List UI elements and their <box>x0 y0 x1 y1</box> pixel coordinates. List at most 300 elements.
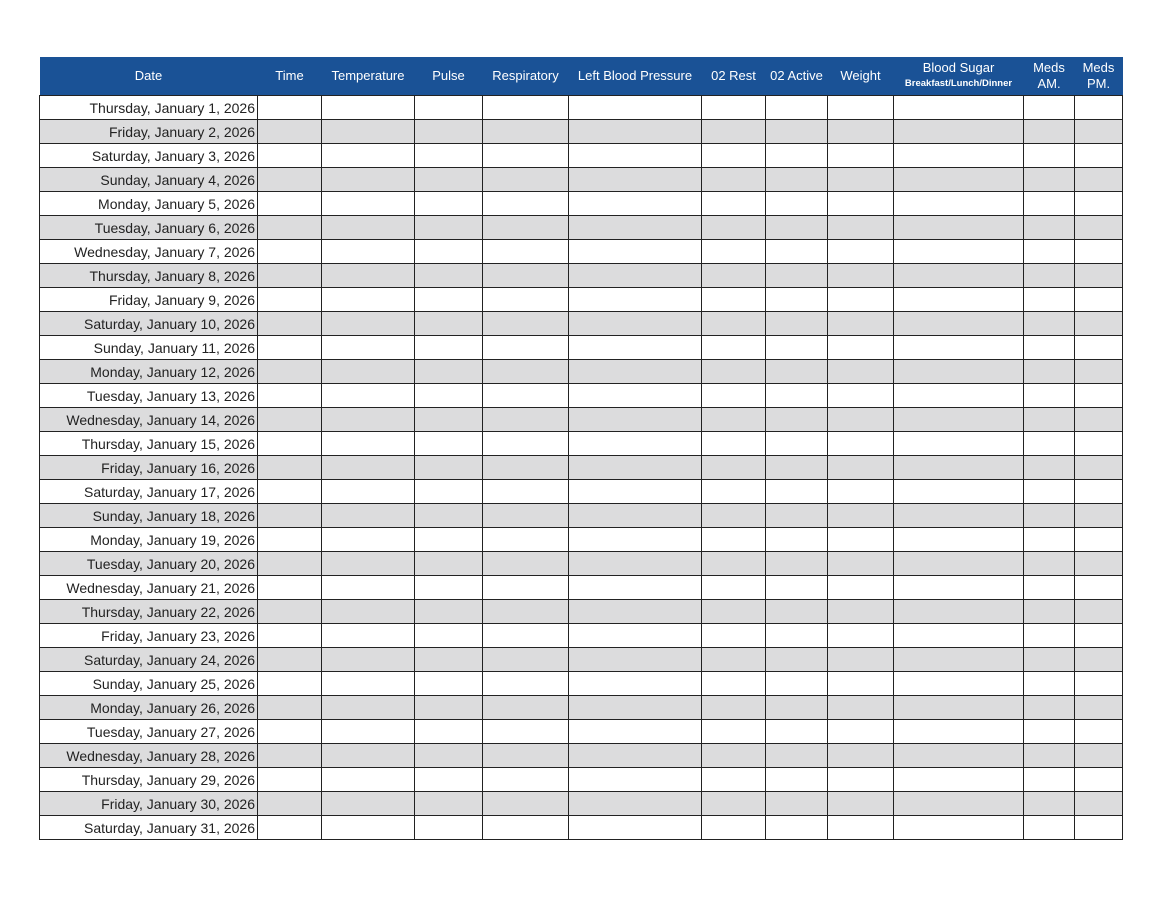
cell-02-rest[interactable] <box>702 624 766 648</box>
cell-meds-am[interactable] <box>1024 720 1075 744</box>
cell-respiratory[interactable] <box>483 96 569 120</box>
cell-pulse[interactable] <box>415 312 483 336</box>
cell-weight[interactable] <box>828 600 894 624</box>
cell-02-rest[interactable] <box>702 816 766 840</box>
cell-weight[interactable] <box>828 744 894 768</box>
cell-02-active[interactable] <box>766 696 828 720</box>
cell-blood-sugar-breakfast-lunch-dinner[interactable] <box>894 120 1024 144</box>
cell-time[interactable] <box>258 528 322 552</box>
cell-weight[interactable] <box>828 456 894 480</box>
cell-meds-pm[interactable] <box>1075 480 1123 504</box>
cell-blood-sugar-breakfast-lunch-dinner[interactable] <box>894 576 1024 600</box>
date-cell[interactable]: Friday, January 2, 2026 <box>40 120 258 144</box>
cell-meds-pm[interactable] <box>1075 96 1123 120</box>
cell-left-blood-pressure[interactable] <box>569 720 702 744</box>
cell-left-blood-pressure[interactable] <box>569 192 702 216</box>
cell-left-blood-pressure[interactable] <box>569 504 702 528</box>
cell-weight[interactable] <box>828 816 894 840</box>
cell-time[interactable] <box>258 336 322 360</box>
date-cell[interactable]: Saturday, January 24, 2026 <box>40 648 258 672</box>
cell-pulse[interactable] <box>415 672 483 696</box>
cell-meds-am[interactable] <box>1024 168 1075 192</box>
date-cell[interactable]: Sunday, January 11, 2026 <box>40 336 258 360</box>
cell-weight[interactable] <box>828 120 894 144</box>
cell-left-blood-pressure[interactable] <box>569 168 702 192</box>
cell-02-rest[interactable] <box>702 552 766 576</box>
cell-meds-am[interactable] <box>1024 744 1075 768</box>
cell-blood-sugar-breakfast-lunch-dinner[interactable] <box>894 264 1024 288</box>
cell-02-rest[interactable] <box>702 456 766 480</box>
cell-meds-am[interactable] <box>1024 240 1075 264</box>
cell-meds-am[interactable] <box>1024 144 1075 168</box>
cell-temperature[interactable] <box>322 144 415 168</box>
cell-meds-pm[interactable] <box>1075 144 1123 168</box>
cell-time[interactable] <box>258 552 322 576</box>
cell-weight[interactable] <box>828 240 894 264</box>
cell-respiratory[interactable] <box>483 504 569 528</box>
cell-meds-pm[interactable] <box>1075 168 1123 192</box>
cell-meds-am[interactable] <box>1024 672 1075 696</box>
cell-respiratory[interactable] <box>483 744 569 768</box>
cell-time[interactable] <box>258 384 322 408</box>
cell-temperature[interactable] <box>322 816 415 840</box>
cell-respiratory[interactable] <box>483 456 569 480</box>
cell-02-active[interactable] <box>766 744 828 768</box>
cell-respiratory[interactable] <box>483 648 569 672</box>
cell-meds-am[interactable] <box>1024 648 1075 672</box>
cell-temperature[interactable] <box>322 528 415 552</box>
cell-pulse[interactable] <box>415 120 483 144</box>
cell-left-blood-pressure[interactable] <box>569 624 702 648</box>
cell-02-rest[interactable] <box>702 648 766 672</box>
cell-02-active[interactable] <box>766 768 828 792</box>
date-cell[interactable]: Saturday, January 3, 2026 <box>40 144 258 168</box>
cell-weight[interactable] <box>828 144 894 168</box>
cell-meds-am[interactable] <box>1024 576 1075 600</box>
cell-02-active[interactable] <box>766 480 828 504</box>
cell-respiratory[interactable] <box>483 240 569 264</box>
cell-02-active[interactable] <box>766 96 828 120</box>
cell-respiratory[interactable] <box>483 288 569 312</box>
cell-blood-sugar-breakfast-lunch-dinner[interactable] <box>894 336 1024 360</box>
date-cell[interactable]: Monday, January 12, 2026 <box>40 360 258 384</box>
cell-meds-am[interactable] <box>1024 432 1075 456</box>
cell-blood-sugar-breakfast-lunch-dinner[interactable] <box>894 744 1024 768</box>
cell-meds-am[interactable] <box>1024 624 1075 648</box>
cell-left-blood-pressure[interactable] <box>569 96 702 120</box>
date-cell[interactable]: Tuesday, January 27, 2026 <box>40 720 258 744</box>
date-cell[interactable]: Tuesday, January 20, 2026 <box>40 552 258 576</box>
cell-weight[interactable] <box>828 408 894 432</box>
cell-blood-sugar-breakfast-lunch-dinner[interactable] <box>894 144 1024 168</box>
cell-meds-pm[interactable] <box>1075 408 1123 432</box>
cell-left-blood-pressure[interactable] <box>569 528 702 552</box>
cell-time[interactable] <box>258 696 322 720</box>
cell-meds-am[interactable] <box>1024 216 1075 240</box>
cell-temperature[interactable] <box>322 360 415 384</box>
cell-respiratory[interactable] <box>483 720 569 744</box>
date-cell[interactable]: Wednesday, January 14, 2026 <box>40 408 258 432</box>
cell-time[interactable] <box>258 432 322 456</box>
cell-blood-sugar-breakfast-lunch-dinner[interactable] <box>894 432 1024 456</box>
cell-meds-pm[interactable] <box>1075 672 1123 696</box>
cell-left-blood-pressure[interactable] <box>569 336 702 360</box>
cell-pulse[interactable] <box>415 336 483 360</box>
cell-time[interactable] <box>258 720 322 744</box>
date-cell[interactable]: Friday, January 16, 2026 <box>40 456 258 480</box>
cell-meds-pm[interactable] <box>1075 504 1123 528</box>
cell-pulse[interactable] <box>415 432 483 456</box>
cell-time[interactable] <box>258 192 322 216</box>
cell-meds-pm[interactable] <box>1075 240 1123 264</box>
cell-temperature[interactable] <box>322 432 415 456</box>
cell-02-active[interactable] <box>766 240 828 264</box>
cell-weight[interactable] <box>828 360 894 384</box>
cell-pulse[interactable] <box>415 624 483 648</box>
cell-meds-pm[interactable] <box>1075 432 1123 456</box>
cell-02-active[interactable] <box>766 432 828 456</box>
cell-meds-pm[interactable] <box>1075 552 1123 576</box>
cell-blood-sugar-breakfast-lunch-dinner[interactable] <box>894 240 1024 264</box>
cell-02-rest[interactable] <box>702 792 766 816</box>
cell-pulse[interactable] <box>415 648 483 672</box>
cell-meds-pm[interactable] <box>1075 696 1123 720</box>
date-cell[interactable]: Thursday, January 8, 2026 <box>40 264 258 288</box>
cell-meds-am[interactable] <box>1024 96 1075 120</box>
cell-meds-pm[interactable] <box>1075 192 1123 216</box>
cell-left-blood-pressure[interactable] <box>569 432 702 456</box>
date-cell[interactable]: Thursday, January 22, 2026 <box>40 600 258 624</box>
cell-02-rest[interactable] <box>702 768 766 792</box>
cell-weight[interactable] <box>828 504 894 528</box>
cell-02-rest[interactable] <box>702 120 766 144</box>
cell-pulse[interactable] <box>415 456 483 480</box>
cell-meds-pm[interactable] <box>1075 312 1123 336</box>
cell-blood-sugar-breakfast-lunch-dinner[interactable] <box>894 720 1024 744</box>
cell-pulse[interactable] <box>415 552 483 576</box>
cell-blood-sugar-breakfast-lunch-dinner[interactable] <box>894 624 1024 648</box>
cell-respiratory[interactable] <box>483 480 569 504</box>
cell-left-blood-pressure[interactable] <box>569 216 702 240</box>
cell-blood-sugar-breakfast-lunch-dinner[interactable] <box>894 168 1024 192</box>
date-cell[interactable]: Wednesday, January 7, 2026 <box>40 240 258 264</box>
cell-left-blood-pressure[interactable] <box>569 768 702 792</box>
cell-02-rest[interactable] <box>702 528 766 552</box>
cell-meds-am[interactable] <box>1024 408 1075 432</box>
cell-02-rest[interactable] <box>702 432 766 456</box>
cell-time[interactable] <box>258 600 322 624</box>
cell-02-active[interactable] <box>766 408 828 432</box>
cell-respiratory[interactable] <box>483 312 569 336</box>
cell-weight[interactable] <box>828 552 894 576</box>
cell-meds-pm[interactable] <box>1075 456 1123 480</box>
cell-blood-sugar-breakfast-lunch-dinner[interactable] <box>894 216 1024 240</box>
cell-temperature[interactable] <box>322 768 415 792</box>
cell-02-active[interactable] <box>766 264 828 288</box>
cell-blood-sugar-breakfast-lunch-dinner[interactable] <box>894 600 1024 624</box>
cell-left-blood-pressure[interactable] <box>569 816 702 840</box>
cell-temperature[interactable] <box>322 384 415 408</box>
cell-02-active[interactable] <box>766 288 828 312</box>
cell-pulse[interactable] <box>415 720 483 744</box>
cell-time[interactable] <box>258 120 322 144</box>
cell-meds-am[interactable] <box>1024 696 1075 720</box>
cell-temperature[interactable] <box>322 120 415 144</box>
cell-meds-am[interactable] <box>1024 384 1075 408</box>
date-cell[interactable]: Sunday, January 4, 2026 <box>40 168 258 192</box>
cell-respiratory[interactable] <box>483 432 569 456</box>
cell-meds-pm[interactable] <box>1075 816 1123 840</box>
cell-pulse[interactable] <box>415 528 483 552</box>
cell-meds-am[interactable] <box>1024 264 1075 288</box>
cell-02-rest[interactable] <box>702 96 766 120</box>
cell-respiratory[interactable] <box>483 792 569 816</box>
cell-temperature[interactable] <box>322 792 415 816</box>
cell-02-rest[interactable] <box>702 336 766 360</box>
cell-temperature[interactable] <box>322 264 415 288</box>
date-cell[interactable]: Wednesday, January 21, 2026 <box>40 576 258 600</box>
cell-02-active[interactable] <box>766 552 828 576</box>
cell-blood-sugar-breakfast-lunch-dinner[interactable] <box>894 480 1024 504</box>
cell-time[interactable] <box>258 288 322 312</box>
cell-02-rest[interactable] <box>702 144 766 168</box>
cell-time[interactable] <box>258 144 322 168</box>
cell-meds-am[interactable] <box>1024 600 1075 624</box>
cell-meds-pm[interactable] <box>1075 624 1123 648</box>
cell-02-active[interactable] <box>766 456 828 480</box>
cell-02-active[interactable] <box>766 504 828 528</box>
cell-pulse[interactable] <box>415 168 483 192</box>
cell-blood-sugar-breakfast-lunch-dinner[interactable] <box>894 792 1024 816</box>
date-cell[interactable]: Saturday, January 17, 2026 <box>40 480 258 504</box>
cell-respiratory[interactable] <box>483 600 569 624</box>
cell-meds-pm[interactable] <box>1075 336 1123 360</box>
cell-temperature[interactable] <box>322 672 415 696</box>
cell-temperature[interactable] <box>322 720 415 744</box>
cell-meds-pm[interactable] <box>1075 384 1123 408</box>
cell-temperature[interactable] <box>322 408 415 432</box>
cell-02-active[interactable] <box>766 624 828 648</box>
cell-temperature[interactable] <box>322 480 415 504</box>
cell-left-blood-pressure[interactable] <box>569 672 702 696</box>
cell-pulse[interactable] <box>415 768 483 792</box>
cell-respiratory[interactable] <box>483 144 569 168</box>
cell-time[interactable] <box>258 744 322 768</box>
cell-02-rest[interactable] <box>702 408 766 432</box>
date-cell[interactable]: Friday, January 30, 2026 <box>40 792 258 816</box>
cell-pulse[interactable] <box>415 480 483 504</box>
cell-time[interactable] <box>258 672 322 696</box>
cell-blood-sugar-breakfast-lunch-dinner[interactable] <box>894 288 1024 312</box>
date-cell[interactable]: Thursday, January 29, 2026 <box>40 768 258 792</box>
cell-meds-pm[interactable] <box>1075 264 1123 288</box>
cell-left-blood-pressure[interactable] <box>569 312 702 336</box>
cell-02-rest[interactable] <box>702 216 766 240</box>
cell-meds-am[interactable] <box>1024 120 1075 144</box>
cell-time[interactable] <box>258 792 322 816</box>
cell-meds-am[interactable] <box>1024 792 1075 816</box>
cell-blood-sugar-breakfast-lunch-dinner[interactable] <box>894 648 1024 672</box>
cell-weight[interactable] <box>828 624 894 648</box>
cell-left-blood-pressure[interactable] <box>569 696 702 720</box>
cell-blood-sugar-breakfast-lunch-dinner[interactable] <box>894 456 1024 480</box>
cell-02-active[interactable] <box>766 528 828 552</box>
cell-temperature[interactable] <box>322 96 415 120</box>
date-cell[interactable]: Thursday, January 1, 2026 <box>40 96 258 120</box>
cell-meds-am[interactable] <box>1024 768 1075 792</box>
cell-time[interactable] <box>258 504 322 528</box>
cell-weight[interactable] <box>828 768 894 792</box>
cell-left-blood-pressure[interactable] <box>569 576 702 600</box>
cell-pulse[interactable] <box>415 792 483 816</box>
cell-temperature[interactable] <box>322 504 415 528</box>
cell-blood-sugar-breakfast-lunch-dinner[interactable] <box>894 768 1024 792</box>
cell-pulse[interactable] <box>415 264 483 288</box>
cell-meds-am[interactable] <box>1024 360 1075 384</box>
cell-weight[interactable] <box>828 672 894 696</box>
cell-time[interactable] <box>258 168 322 192</box>
cell-meds-am[interactable] <box>1024 312 1075 336</box>
cell-meds-am[interactable] <box>1024 480 1075 504</box>
cell-02-rest[interactable] <box>702 696 766 720</box>
cell-02-active[interactable] <box>766 168 828 192</box>
cell-02-rest[interactable] <box>702 744 766 768</box>
date-cell[interactable]: Sunday, January 25, 2026 <box>40 672 258 696</box>
cell-respiratory[interactable] <box>483 384 569 408</box>
cell-meds-pm[interactable] <box>1075 360 1123 384</box>
cell-pulse[interactable] <box>415 576 483 600</box>
cell-02-rest[interactable] <box>702 240 766 264</box>
cell-respiratory[interactable] <box>483 528 569 552</box>
cell-weight[interactable] <box>828 264 894 288</box>
cell-time[interactable] <box>258 480 322 504</box>
cell-02-rest[interactable] <box>702 192 766 216</box>
cell-meds-pm[interactable] <box>1075 216 1123 240</box>
cell-weight[interactable] <box>828 792 894 816</box>
cell-02-active[interactable] <box>766 360 828 384</box>
cell-respiratory[interactable] <box>483 816 569 840</box>
cell-pulse[interactable] <box>415 144 483 168</box>
cell-meds-am[interactable] <box>1024 528 1075 552</box>
cell-left-blood-pressure[interactable] <box>569 360 702 384</box>
cell-respiratory[interactable] <box>483 120 569 144</box>
cell-respiratory[interactable] <box>483 264 569 288</box>
cell-respiratory[interactable] <box>483 672 569 696</box>
cell-02-active[interactable] <box>766 792 828 816</box>
cell-left-blood-pressure[interactable] <box>569 144 702 168</box>
cell-pulse[interactable] <box>415 192 483 216</box>
cell-weight[interactable] <box>828 696 894 720</box>
cell-blood-sugar-breakfast-lunch-dinner[interactable] <box>894 360 1024 384</box>
cell-meds-am[interactable] <box>1024 816 1075 840</box>
cell-respiratory[interactable] <box>483 552 569 576</box>
cell-pulse[interactable] <box>415 360 483 384</box>
cell-meds-pm[interactable] <box>1075 600 1123 624</box>
cell-left-blood-pressure[interactable] <box>569 408 702 432</box>
cell-02-active[interactable] <box>766 672 828 696</box>
cell-left-blood-pressure[interactable] <box>569 552 702 576</box>
cell-weight[interactable] <box>828 648 894 672</box>
cell-weight[interactable] <box>828 576 894 600</box>
cell-time[interactable] <box>258 216 322 240</box>
cell-temperature[interactable] <box>322 312 415 336</box>
cell-time[interactable] <box>258 312 322 336</box>
date-cell[interactable]: Thursday, January 15, 2026 <box>40 432 258 456</box>
cell-02-rest[interactable] <box>702 384 766 408</box>
cell-02-active[interactable] <box>766 216 828 240</box>
cell-meds-pm[interactable] <box>1075 528 1123 552</box>
cell-time[interactable] <box>258 240 322 264</box>
cell-weight[interactable] <box>828 312 894 336</box>
cell-weight[interactable] <box>828 192 894 216</box>
cell-02-rest[interactable] <box>702 360 766 384</box>
cell-time[interactable] <box>258 360 322 384</box>
cell-meds-pm[interactable] <box>1075 792 1123 816</box>
cell-temperature[interactable] <box>322 288 415 312</box>
cell-left-blood-pressure[interactable] <box>569 264 702 288</box>
date-cell[interactable]: Saturday, January 31, 2026 <box>40 816 258 840</box>
cell-temperature[interactable] <box>322 648 415 672</box>
cell-02-active[interactable] <box>766 816 828 840</box>
cell-meds-am[interactable] <box>1024 504 1075 528</box>
cell-temperature[interactable] <box>322 600 415 624</box>
cell-meds-pm[interactable] <box>1075 720 1123 744</box>
cell-temperature[interactable] <box>322 456 415 480</box>
cell-respiratory[interactable] <box>483 624 569 648</box>
cell-temperature[interactable] <box>322 192 415 216</box>
cell-02-active[interactable] <box>766 576 828 600</box>
cell-time[interactable] <box>258 768 322 792</box>
cell-respiratory[interactable] <box>483 576 569 600</box>
cell-left-blood-pressure[interactable] <box>569 792 702 816</box>
cell-weight[interactable] <box>828 216 894 240</box>
cell-respiratory[interactable] <box>483 696 569 720</box>
cell-respiratory[interactable] <box>483 192 569 216</box>
cell-02-rest[interactable] <box>702 600 766 624</box>
cell-meds-am[interactable] <box>1024 456 1075 480</box>
cell-left-blood-pressure[interactable] <box>569 480 702 504</box>
cell-02-active[interactable] <box>766 600 828 624</box>
cell-respiratory[interactable] <box>483 768 569 792</box>
cell-left-blood-pressure[interactable] <box>569 120 702 144</box>
cell-blood-sugar-breakfast-lunch-dinner[interactable] <box>894 696 1024 720</box>
cell-temperature[interactable] <box>322 336 415 360</box>
date-cell[interactable]: Friday, January 9, 2026 <box>40 288 258 312</box>
cell-weight[interactable] <box>828 96 894 120</box>
cell-left-blood-pressure[interactable] <box>569 240 702 264</box>
cell-temperature[interactable] <box>322 624 415 648</box>
date-cell[interactable]: Tuesday, January 6, 2026 <box>40 216 258 240</box>
cell-02-active[interactable] <box>766 720 828 744</box>
cell-respiratory[interactable] <box>483 216 569 240</box>
cell-02-rest[interactable] <box>702 720 766 744</box>
cell-blood-sugar-breakfast-lunch-dinner[interactable] <box>894 552 1024 576</box>
cell-02-rest[interactable] <box>702 288 766 312</box>
cell-blood-sugar-breakfast-lunch-dinner[interactable] <box>894 528 1024 552</box>
cell-02-rest[interactable] <box>702 480 766 504</box>
cell-02-active[interactable] <box>766 384 828 408</box>
cell-pulse[interactable] <box>415 96 483 120</box>
cell-pulse[interactable] <box>415 288 483 312</box>
cell-weight[interactable] <box>828 288 894 312</box>
cell-time[interactable] <box>258 96 322 120</box>
cell-temperature[interactable] <box>322 744 415 768</box>
cell-pulse[interactable] <box>415 216 483 240</box>
cell-pulse[interactable] <box>415 816 483 840</box>
cell-meds-pm[interactable] <box>1075 576 1123 600</box>
cell-02-rest[interactable] <box>702 672 766 696</box>
cell-temperature[interactable] <box>322 576 415 600</box>
